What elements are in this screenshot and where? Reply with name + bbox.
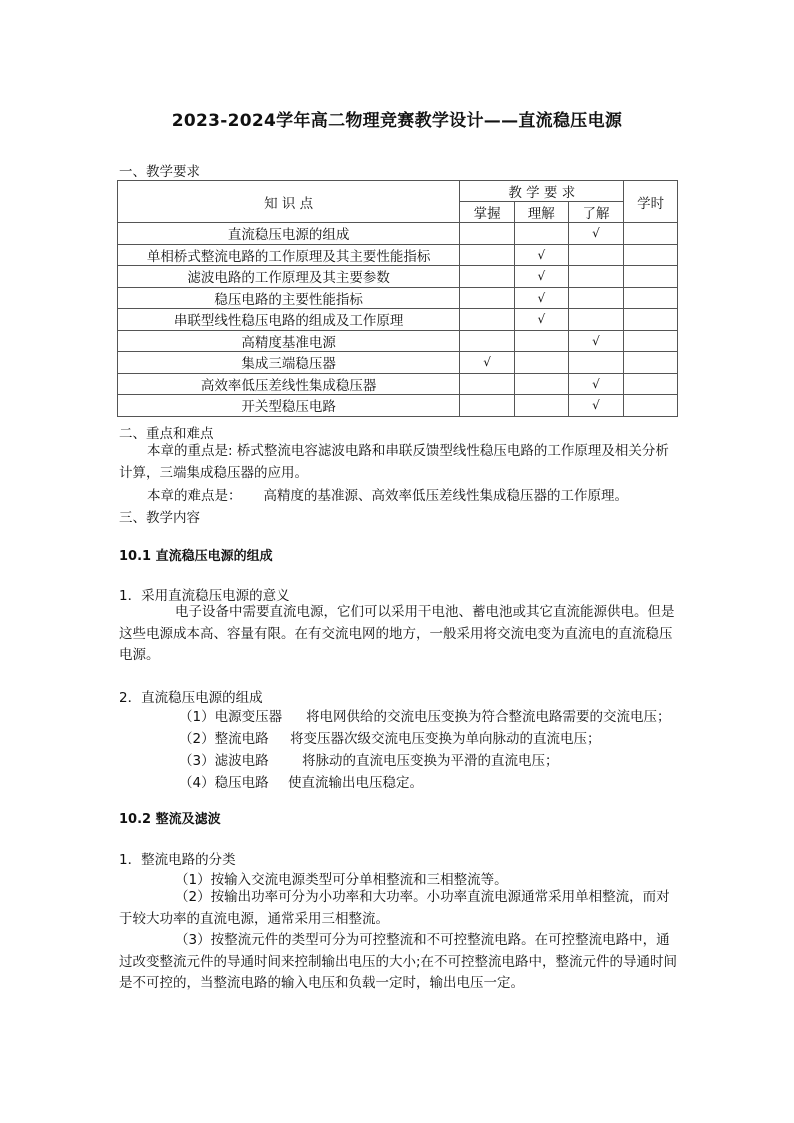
empty-cell — [460, 266, 515, 288]
component-name: （1）电源变压器 — [179, 709, 283, 725]
item2-title: 2．直流稳压电源的组成 — [119, 690, 263, 706]
check-mark: √ — [568, 395, 624, 417]
header-master: 掌握 — [460, 202, 515, 223]
difficult-points-line — [147, 484, 628, 504]
section-heading-keypoints: 二、重点和难点 — [119, 426, 214, 442]
empty-cell — [514, 395, 568, 417]
header-know: 了解 — [568, 202, 624, 223]
topic-cell: 开关型稳压电路 — [118, 395, 460, 417]
component-description: 将脉动的直流电压变换为平滑的直流电压； — [302, 753, 559, 769]
empty-cell — [514, 373, 568, 395]
empty-cell — [514, 352, 568, 374]
table-row — [118, 309, 678, 331]
table-row — [118, 266, 678, 288]
table-row — [118, 395, 678, 417]
empty-cell — [460, 373, 515, 395]
requirements-body — [118, 223, 678, 417]
empty-cell — [460, 330, 515, 352]
check-mark: √ — [514, 266, 568, 288]
header-understand: 理解 — [514, 202, 568, 223]
check-mark: √ — [568, 223, 624, 245]
empty-cell — [460, 395, 515, 417]
empty-cell — [568, 309, 624, 331]
hours-cell — [624, 309, 678, 331]
check-mark: √ — [514, 287, 568, 309]
topic-cell: 稳压电路的主要性能指标 — [118, 287, 460, 309]
table-row — [118, 287, 678, 309]
empty-cell — [568, 266, 624, 288]
item1-paragraph: 电子设备中需要直流电源，它们可以采用干电池、蓄电池或其它直流能源供电。但是这些电源成本高、容量有限。在有交流电网的地方，一般采用将交流电变为直流电的直流稳压电源。 — [119, 604, 675, 663]
empty-cell — [460, 244, 515, 266]
empty-cell — [514, 223, 568, 245]
topic-cell: 高效率低压差线性集成稳压器 — [118, 373, 460, 395]
header-requirements: 教 学 要 求 — [460, 181, 624, 202]
empty-cell — [460, 287, 515, 309]
classification-3: （3）按整流元件的类型可分为可控整流和不可控整流电路。在可控整流电路中，通过改变整流元件的导通时间来控制输出电压的大小;在不可控整流电路中，整流元件的导通时间是不可控的，当整流电路的输入电压和负载一定时，输出电压一定。 — [119, 932, 678, 991]
component-description: 将变压器次级交流电压变换为单向脉动的直流电压； — [290, 731, 601, 747]
check-mark: √ — [568, 330, 624, 352]
key-points-paragraph: 本章的重点是: 桥式整流电容滤波电路和串联反馈型线性稳压电路的工作原理及相关分析计算，三端集成稳压器的应用。 — [119, 443, 669, 481]
topic-cell: 直流稳压电源的组成 — [118, 223, 460, 245]
item1-title: 1．采用直流稳压电源的意义 — [119, 588, 290, 604]
hours-cell — [624, 330, 678, 352]
check-mark: √ — [568, 373, 624, 395]
difficult-label: 本章的难点是： — [147, 488, 242, 504]
hours-cell — [624, 266, 678, 288]
header-hours: 学时 — [624, 181, 678, 223]
table-row — [118, 330, 678, 352]
hours-cell — [624, 395, 678, 417]
table-row — [118, 223, 678, 245]
heading-10-1: 10.1 直流稳压电源的组成 — [119, 549, 273, 564]
empty-cell — [460, 223, 515, 245]
table-row — [118, 244, 678, 266]
difficult-text: 高精度的基准源、高效率低压差线性集成稳压器的工作原理。 — [263, 488, 628, 504]
topic-cell: 高精度基准电源 — [118, 330, 460, 352]
empty-cell — [514, 330, 568, 352]
component-description: 使直流输出电压稳定。 — [288, 775, 423, 791]
requirements-table — [117, 180, 678, 417]
hours-cell — [624, 223, 678, 245]
section-heading-requirements: 一、教学要求 — [119, 164, 200, 180]
header-knowledge: 知 识 点 — [118, 181, 460, 223]
hours-cell — [624, 373, 678, 395]
table-row — [118, 352, 678, 374]
topic-cell: 串联型线性稳压电路的组成及工作原理 — [118, 309, 460, 331]
component-name: （2）整流电路 — [179, 731, 269, 747]
classification-title: 1．整流电路的分类 — [119, 852, 236, 868]
check-mark: √ — [514, 244, 568, 266]
check-mark: √ — [514, 309, 568, 331]
empty-cell — [568, 244, 624, 266]
hours-cell — [624, 287, 678, 309]
empty-cell — [568, 352, 624, 374]
heading-10-2: 10.2 整流及滤波 — [119, 812, 221, 827]
hours-cell — [624, 244, 678, 266]
table-row — [118, 373, 678, 395]
hours-cell — [624, 352, 678, 374]
check-mark: √ — [460, 352, 515, 374]
classification-2: （2）按输出功率可分为小功率和大功率。小功率直流电源通常采用单相整流，而对于较大功率的直流电源，通常采用三相整流。 — [119, 889, 670, 927]
component-description: 将电网供给的交流电压变换为符合整流电路需要的交流电压； — [306, 709, 671, 725]
empty-cell — [568, 287, 624, 309]
document-title: 2023-2024学年高二物理竞赛教学设计——直流稳压电源 — [171, 111, 623, 131]
topic-cell: 滤波电路的工作原理及其主要参数 — [118, 266, 460, 288]
component-name: （4）稳压电路 — [179, 775, 269, 791]
component-name: （3）滤波电路 — [179, 753, 269, 769]
topic-cell: 集成三端稳压器 — [118, 352, 460, 374]
topic-cell: 单相桥式整流电路的工作原理及其主要性能指标 — [118, 244, 460, 266]
empty-cell — [460, 309, 515, 331]
classification-1: （1）按输入交流电源类型可分单相整流和三相整流等。 — [175, 872, 508, 888]
section-heading-content: 三、教学内容 — [119, 510, 200, 526]
